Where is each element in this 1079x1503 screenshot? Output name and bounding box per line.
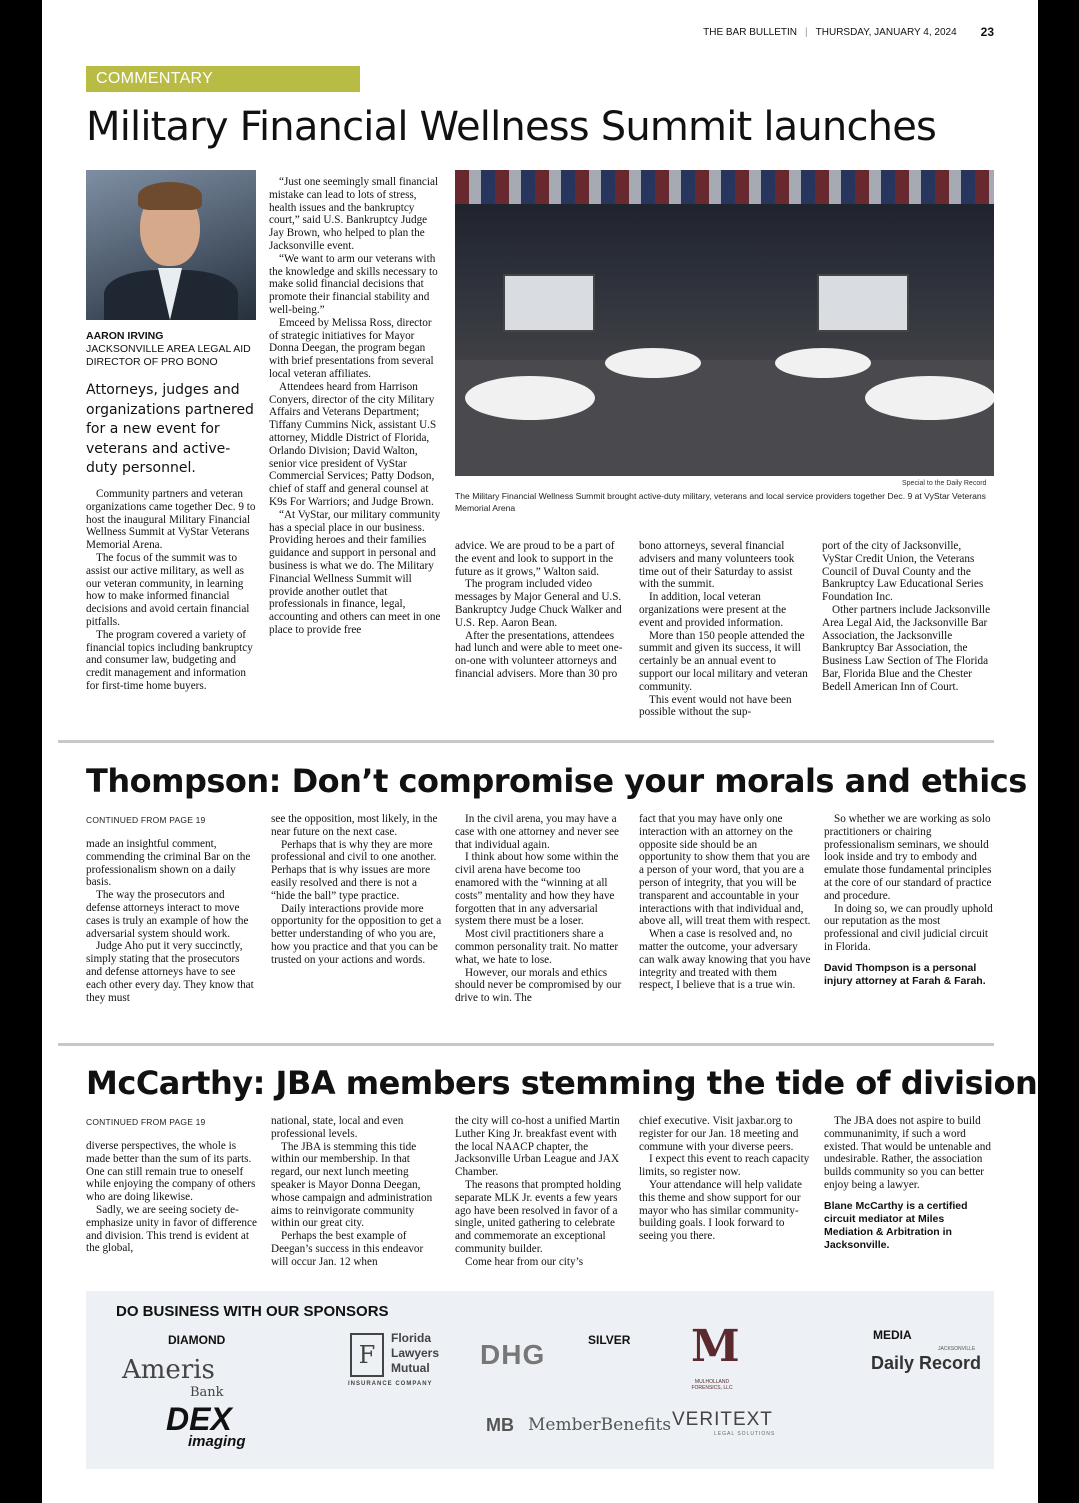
author-photo — [86, 170, 256, 320]
paragraph: bono attorneys, several financial advisers and many volunteers took time out of their Saturday to assist with the summit. — [639, 540, 795, 591]
event-photo — [455, 170, 994, 476]
paragraph: Attendees heard from Harrison Conyers, director of the city Military Affairs and Veterans Department; Tiffany Cummins Nick, assistant U.S attorney, Middle District of Florida, Orlando Division; David Walton, senior vice president of VyStar Commercial Services; Patty Dodson, chief of staff and general counsel at K9s For Warriors; and Judge Brown. — [269, 380, 437, 508]
paragraph: The focus of the summit was to assist our active military, as well as our veteran community, in learning how to make informed financial decisions and avoid certain financial pitfalls. — [86, 551, 250, 628]
paragraph: So whether we are working as solo practitioners or chairing professionalism seminars, we should look inside and try to embody and emulate those fundamental principles at the core of our standard of practice and procedure. — [824, 813, 992, 902]
newspaper-page — [42, 0, 1038, 1503]
section-tag: COMMENTARY — [86, 66, 360, 92]
paragraph: When a case is resolved and, no matter the outcome, your adversary can walk away knowing that you have integrity and treated with them respect, I believe that is a true win. — [639, 928, 811, 992]
paragraph: port of the city of Jacksonville, VyStar Credit Union, the Veterans Council of Duval County and the Bankruptcy Law Educational Series Foundation Inc. — [822, 540, 984, 604]
ameris-bank-subtext: Bank — [190, 1385, 224, 1400]
daily-record-logo[interactable]: Daily Record — [871, 1353, 982, 1373]
paragraph: This event would not have been possible without the sup- — [639, 693, 792, 719]
article3-headline: McCarthy: JBA members stemming the tide of division — [86, 1064, 1038, 1102]
paragraph: fact that you may have only one interaction with an attorney on the opposite side should be an opportunity to show them that you are a person of your word, that you are a person of integrity, that you will be transparent and accountable in your interactions with that individual and, above all, will treat them with respect. — [639, 813, 811, 928]
sponsors-box — [86, 1291, 994, 1469]
dhg-logo[interactable]: DHG — [480, 1339, 546, 1370]
paragraph: Other partners include Jacksonville Area Legal Aid, the Jacksonville Bar Association, the Jacksonville Bankruptcy Bar Association, the Business Law Section of The Florida Bar, Florida Blue and the Chester Bedell American Inn of Court. — [822, 603, 991, 693]
paragraph: In addition, local veteran organizations were present at the event and provided information. — [639, 591, 787, 629]
paragraph: In the civil arena, you may have a case with one attorney and never see that individual again. — [455, 813, 620, 851]
author-bio: David Thompson is a personal injury attorney at Farah & Farah. — [824, 961, 986, 987]
mb-icon: MB — [486, 1415, 514, 1435]
paragraph: “We want to arm our veterans with the knowledge and skills necessary to make solid financial decisions that promote their financial stability and well-being.” — [269, 252, 438, 316]
article1-column-1 — [86, 488, 258, 693]
tier-label-media: MEDIA — [873, 1328, 912, 1342]
article2-column-1 — [86, 838, 258, 1004]
paragraph: The JBA is stemming this tide within our membership. In that regard, our next lunch meeting speaker is Mayor Donna Deegan, whose campaign and administration aims to reinvigorate community within our great city. — [271, 1140, 433, 1230]
paragraph: I expect this event to reach capacity limits, so register now. — [639, 1153, 810, 1179]
paragraph: made an insightful comment, commending the criminal Bar on the professionalism shown on a daily basis. — [86, 838, 251, 889]
sponsors-title: DO BUSINESS WITH OUR SPONSORS — [116, 1303, 389, 1320]
paragraph: Daily interactions provide more opportunity for the opposition to get a better understanding of who you are, how you practice and that you can be trusted on your actions and words. — [271, 902, 442, 966]
mulholland-forensics-logo[interactable]: MULHOLLAND FORENSICS, LLC — [691, 1379, 733, 1391]
byline — [86, 330, 266, 369]
flm-text: Mutual — [391, 1361, 430, 1375]
continued-label: CONTINUED FROM PAGE 19 — [86, 815, 206, 825]
paragraph: However, our morals and ethics should never be compromised by our drive to win. The — [455, 966, 622, 1005]
paragraph: Sadly, we are seeing society de-emphasize unity in favor of difference and division. This trend is evident at the global, — [86, 1203, 257, 1255]
article2-column-2 — [271, 813, 443, 967]
dex-imaging-logo[interactable]: DEX — [166, 1401, 232, 1437]
page-number: 23 — [980, 25, 994, 39]
paragraph: In doing so, we can proudly uphold our reputation as the most professional and civil judicial circuit in Florida. — [824, 902, 993, 953]
article3-column-2 — [271, 1115, 443, 1269]
paragraph: Community partners and veteran organizations came together Dec. 9 to host the inaugural Military Financial Wellness Summit at VyStar Veterans Memorial Arena. — [86, 488, 256, 552]
paragraph: “Just one seemingly small financial mistake can lead to lots of stress, health issues and the bankruptcy court,” said U.S. Bankruptcy Judge Jay Brown, who helped to plan the Jacksonville event. — [269, 176, 439, 252]
paragraph: I think about how some within the civil arena have become too enamored with the “winning at all costs” mentality and how they have forgotten that in any adversarial system there must be a loser. — [455, 851, 619, 928]
masthead-divider: | — [805, 26, 808, 38]
florida-lawyers-mutual-logo[interactable] — [391, 1331, 439, 1376]
article2-column-5 — [824, 813, 994, 988]
article3-column-3 — [455, 1115, 627, 1269]
author-title: DIRECTOR OF PRO BONO — [86, 356, 218, 368]
issue-date: THURSDAY, JANUARY 4, 2024 — [815, 26, 957, 38]
paragraph: Perhaps that is why they are more professional and civil to one another. Perhaps that is why issues are more easily resolved and there is not a “hide the ball” type practice. — [271, 838, 437, 902]
photo-credit: Special to the Daily Record — [902, 480, 987, 487]
ameris-bank-logo[interactable] — [122, 1355, 215, 1385]
tier-label-diamond: DIAMOND — [168, 1333, 226, 1347]
article2-column-3 — [455, 813, 627, 1005]
paragraph: advice. We are proud to be a part of the event and look to support in the future as it grows,” Walton said. — [455, 540, 615, 578]
flm-text: Lawyers — [391, 1346, 440, 1360]
paragraph: More than 150 people attended the summit and given its success, it will certainly be an annual event to support our local military and veteran community. — [639, 629, 808, 693]
paragraph: The reasons that prompted holding separate MLK Jr. events a few years ago have been resolved in favor of a single, united gathering to celebrate and commemorate an exceptional community builder. — [455, 1178, 621, 1255]
paragraph: “At VyStar, our military community has a special place in our business. Providing heroes and their families guidance and support in personal and business is what we do. The Military Financial Wellness Summit will provide another outlet that professionals in finance, legal, accounting and others can meet in one place to provide free — [269, 508, 441, 636]
article1-column-5 — [822, 540, 994, 694]
paragraph: chief executive. Visit jaxbar.org to register for our Jan. 18 meeting and commune with your diverse peers. — [639, 1115, 799, 1153]
paragraph: The JBA does not aspire to build communanimity, if such a word existed. That would be untenable and undesirable. Rather, the association builds community so you can better enjoy being a lawyer. — [824, 1115, 991, 1191]
daily-record-subtext: JACKSONVILLE — [938, 1346, 976, 1352]
article1-column-2 — [269, 176, 441, 637]
paragraph: Emceed by Melissa Ross, director of strategic initiatives for Mayor Donna Deegan, the program began with brief presentations from several local veteran affiliates. — [269, 316, 434, 380]
section-divider — [58, 1043, 994, 1046]
article2-column-4 — [639, 813, 811, 992]
paragraph: The program covered a variety of financial topics including bankruptcy and consumer law, budgeting and credit management and information for first-time home buyers. — [86, 628, 253, 692]
paragraph: The program included video messages by Major General and U.S. Bankruptcy Judge Chuck Walker and U.S. Rep. Aaron Bean. — [455, 578, 622, 629]
article1-headline: Military Financial Wellness Summit launches — [86, 104, 937, 150]
paragraph: the city will co-host a unified Martin Luther King Jr. breakfast event with the local NAACP chapter, the Jacksonville Urban League and JAX Chamber. — [455, 1115, 620, 1179]
paragraph: Your attendance will help validate this theme and show support for our mayor who has similar community-building goals. I look forward to seeing you there. — [639, 1178, 802, 1243]
article3-column-4 — [639, 1115, 811, 1243]
tier-label-silver: SILVER — [588, 1333, 631, 1347]
continued-label: CONTINUED FROM PAGE 19 — [86, 1117, 206, 1127]
paragraph: diverse perspectives, the whole is made better than the sum of its parts. One can still remain true to oneself while enjoying the company of others who are doing likewise. — [86, 1140, 256, 1204]
section-divider — [58, 740, 994, 743]
article3-column-1 — [86, 1140, 258, 1255]
ameris-logo-text: Ameris — [122, 1355, 215, 1385]
flm-text: Florida — [391, 1331, 432, 1345]
publication-name: THE BAR BULLETIN — [703, 26, 798, 38]
paragraph: The way the prosecutors and defense attorneys interact to move cases is truly an example of how the adversarial system should work. — [86, 889, 249, 940]
dex-imaging-subtext: imaging — [188, 1433, 246, 1450]
article1-column-4 — [639, 540, 811, 719]
author-name: AARON IRVING — [86, 330, 164, 342]
article2-headline: Thompson: Don’t compromise your morals and ethics — [86, 762, 1027, 800]
paragraph: After the presentations, attendees had lunch and were able to meet one-on-one with volunteer attorneys and financial advisers. More than 30 pro — [455, 629, 623, 680]
article1-column-3 — [455, 540, 627, 681]
paragraph: Come hear from our city’s — [465, 1255, 584, 1268]
author-title: JACKSONVILLE AREA LEGAL AID — [86, 343, 251, 355]
paragraph: Perhaps the best example of Deegan’s success in this endeavor will occur Jan. 12 when — [271, 1230, 424, 1268]
paragraph: Judge Aho put it very succinctly, simply stating that the prosecutors and defense attorneys have to see each other every day. They know that they must — [86, 940, 254, 1004]
paragraph: national, state, local and even professional levels. — [271, 1115, 404, 1140]
article1-deck: Attorneys, judges and organizations partnered for a new event for veterans and active-duty personnel. — [86, 382, 254, 476]
flm-mark-icon: F — [350, 1333, 384, 1377]
paragraph: Most civil practitioners share a common personality trait. No matter what, we hate to lose. — [455, 928, 619, 966]
author-bio: Blane McCarthy is a certified circuit mediator at Miles Mediation & Arbitration in Jacksonville. — [824, 1199, 968, 1251]
masthead — [703, 25, 994, 39]
mulholland-mark-icon: M — [691, 1321, 740, 1372]
photo-caption: The Military Financial Wellness Summit brought active-duty military, veterans and local service providers together Dec. 9 at VyStar Veterans Memorial Arena — [455, 491, 986, 513]
veritext-logo[interactable]: VERITEXT — [672, 1409, 773, 1430]
article3-column-5 — [824, 1115, 994, 1252]
veritext-subtext: LEGAL SOLUTIONS — [714, 1431, 776, 1437]
flm-subtext: INSURANCE COMPANY — [348, 1381, 433, 1387]
paragraph: see the opposition, most likely, in the near future on the next case. — [271, 813, 438, 838]
memberbenefits-logo[interactable]: MemberBenefits — [528, 1415, 672, 1435]
